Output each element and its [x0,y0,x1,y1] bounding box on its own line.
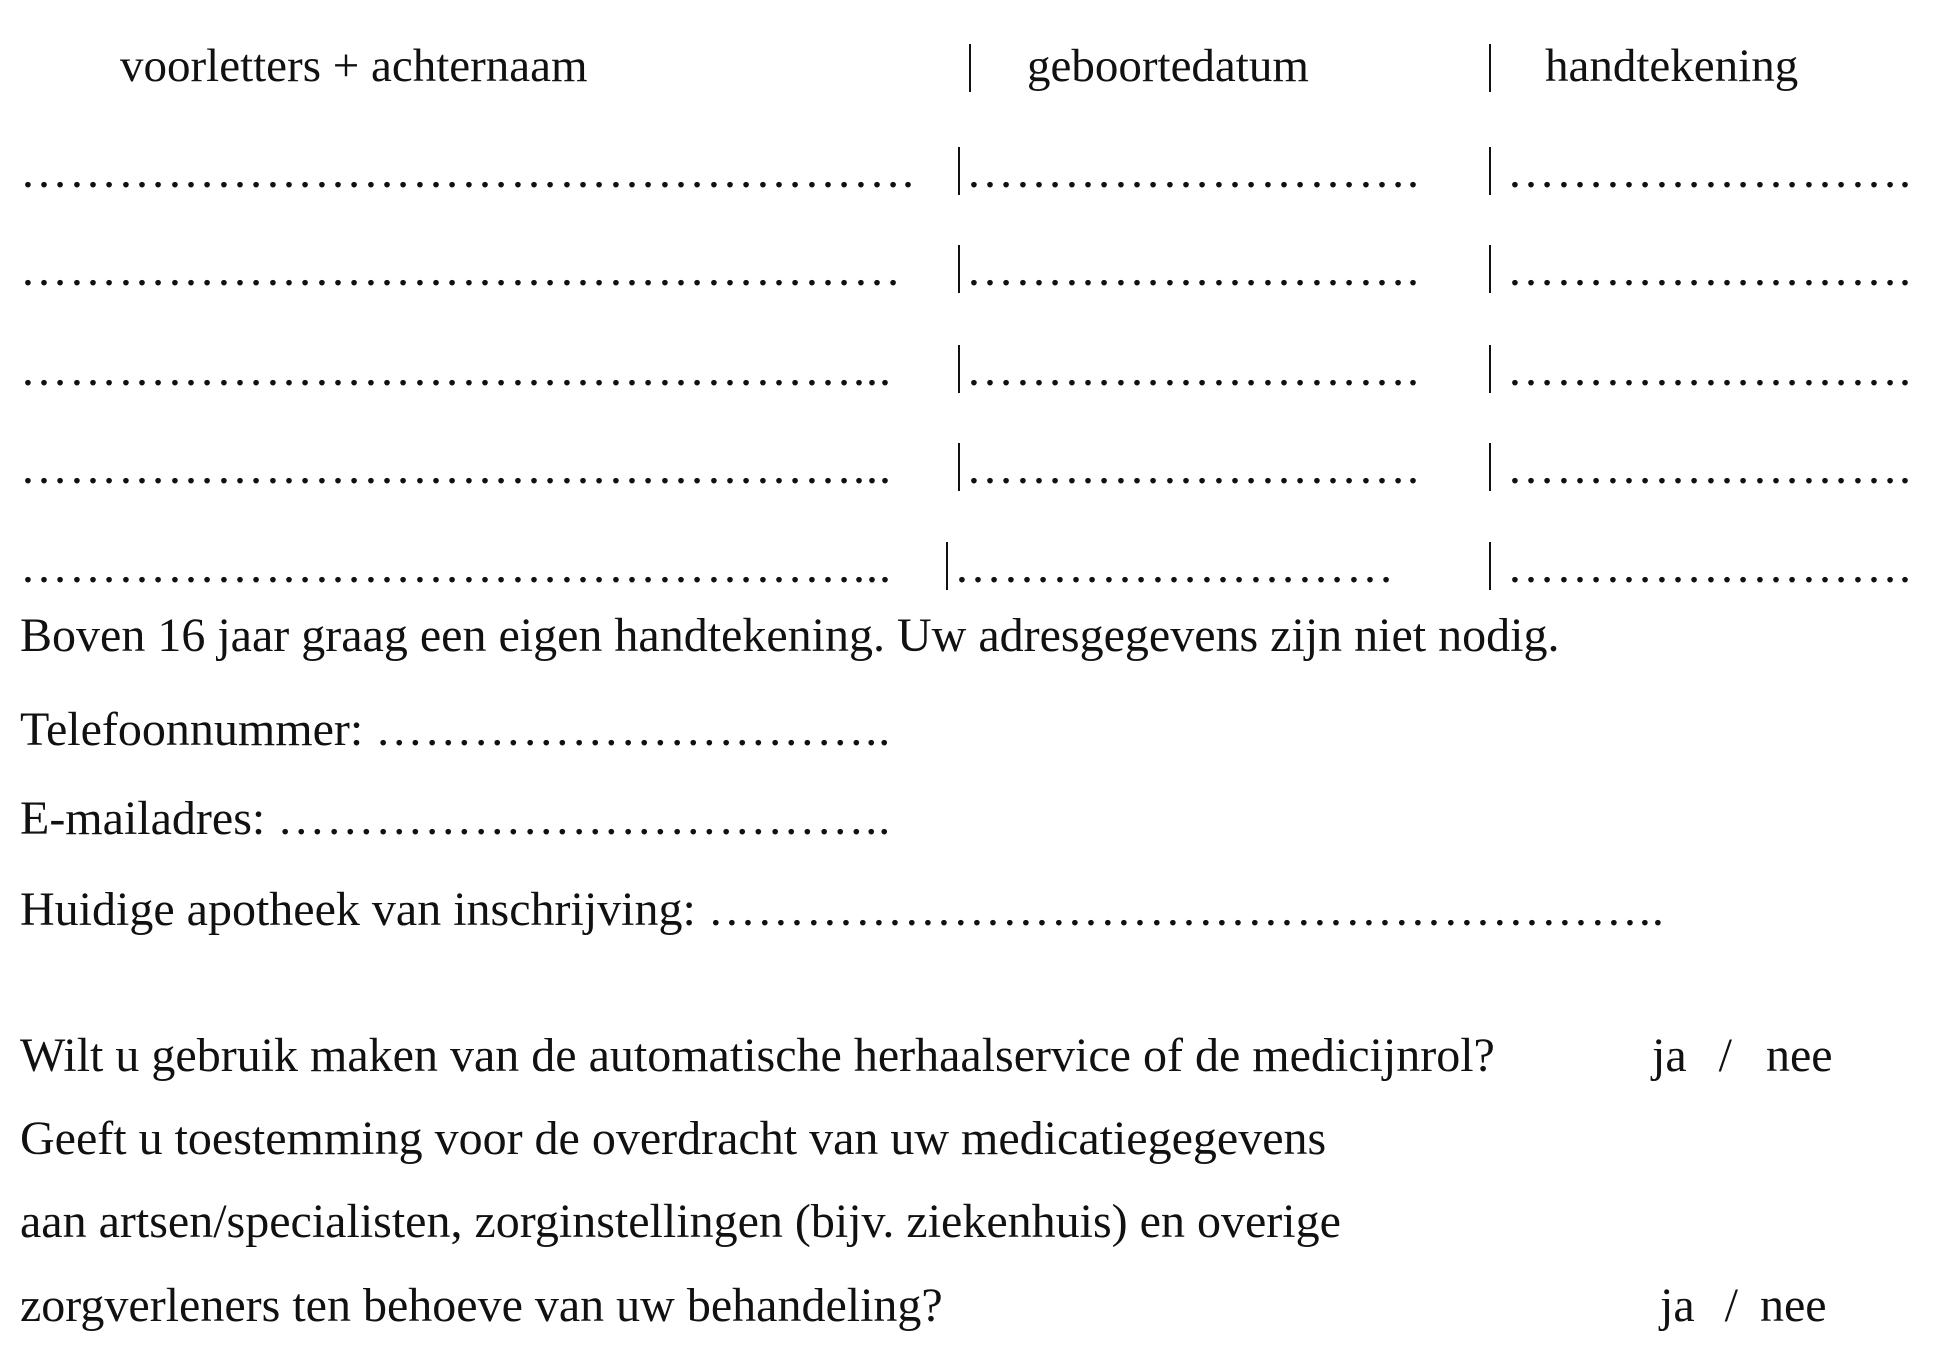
pharmacy-input-blank[interactable]: ………………………………………………….. [707,883,1665,936]
choice-separator: / [1724,1279,1738,1332]
column-separator [958,147,960,195]
row-signature-blank[interactable]: ……………………. [1507,540,1912,593]
phone-input-blank[interactable]: ………………………….. [375,703,892,756]
column-separator [1489,44,1491,92]
row-birthdate-blank[interactable]: ……………………… [954,540,1395,593]
repeat-service-yes[interactable]: ja [1652,1029,1687,1082]
column-separator [958,245,960,293]
row-signature-blank[interactable]: ……………………. [1507,145,1912,198]
email-field [20,792,892,845]
consent-yes[interactable]: ja [1660,1279,1695,1332]
row-birthdate-blank[interactable]: ………………………. [966,145,1420,198]
email-label: E-mailadres: [20,792,266,845]
column-separator [969,44,971,92]
pharmacy-label: Huidige apotheek van inschrijving: [20,883,696,936]
phone-field [20,703,892,756]
choice-separator: / [1718,1029,1732,1082]
row-signature-blank[interactable]: ……………………. [1507,343,1912,396]
column-separator [1489,245,1491,293]
column-separator [1489,345,1491,393]
consent-no[interactable]: nee [1759,1279,1827,1332]
row-name-blank[interactable]: ……………………………………………... [20,540,892,593]
phone-label: Telefoonnummer: [20,703,364,756]
age-note: Boven 16 jaar graag een eigen handtekening. Uw adresgegevens zijn niet nodig. [20,609,1560,662]
row-signature-blank[interactable]: ……………………. [1507,243,1912,296]
column-separator [1489,147,1491,195]
row-name-blank[interactable]: ……………………………………………… [20,243,902,296]
repeat-service-no[interactable]: nee [1765,1029,1833,1082]
column-separator [958,345,960,393]
header-birthdate: geboortedatum [1027,40,1309,92]
row-name-blank[interactable]: ………………………………………………. [20,145,915,198]
column-separator [958,443,960,491]
header-signature: handtekening [1545,40,1799,92]
consent-question-line-3: zorgverleners ten behoeve van uw behandeling? [20,1279,943,1332]
repeat-service-question: Wilt u gebruik maken van de automatische herhaalservice of de medicijnrol? [20,1029,1495,1082]
email-input-blank[interactable]: ……………………………….. [277,792,892,845]
column-separator [1489,443,1491,491]
row-name-blank[interactable]: ……………………………………………... [20,343,892,396]
column-separator [1489,542,1491,590]
row-name-blank[interactable]: ……………………………………………... [20,441,892,494]
pharmacy-field [20,883,1665,936]
row-signature-blank[interactable]: ……………………. [1507,441,1912,494]
repeat-service-choice [1652,1029,1833,1082]
row-birthdate-blank[interactable]: ………………………. [966,243,1420,296]
column-separator [946,542,948,590]
row-birthdate-blank[interactable]: ………………………. [966,441,1420,494]
header-name: voorletters + achternaam [120,40,588,92]
consent-question-line-1: Geeft u toestemming voor de overdracht van uw medicatiegegevens [20,1112,1327,1165]
row-birthdate-blank[interactable]: ………………………. [966,343,1420,396]
consent-choice [1660,1279,1827,1332]
consent-question-line-2: aan artsen/specialisten, zorginstellingen (bijv. ziekenhuis) en overige [20,1195,1341,1248]
